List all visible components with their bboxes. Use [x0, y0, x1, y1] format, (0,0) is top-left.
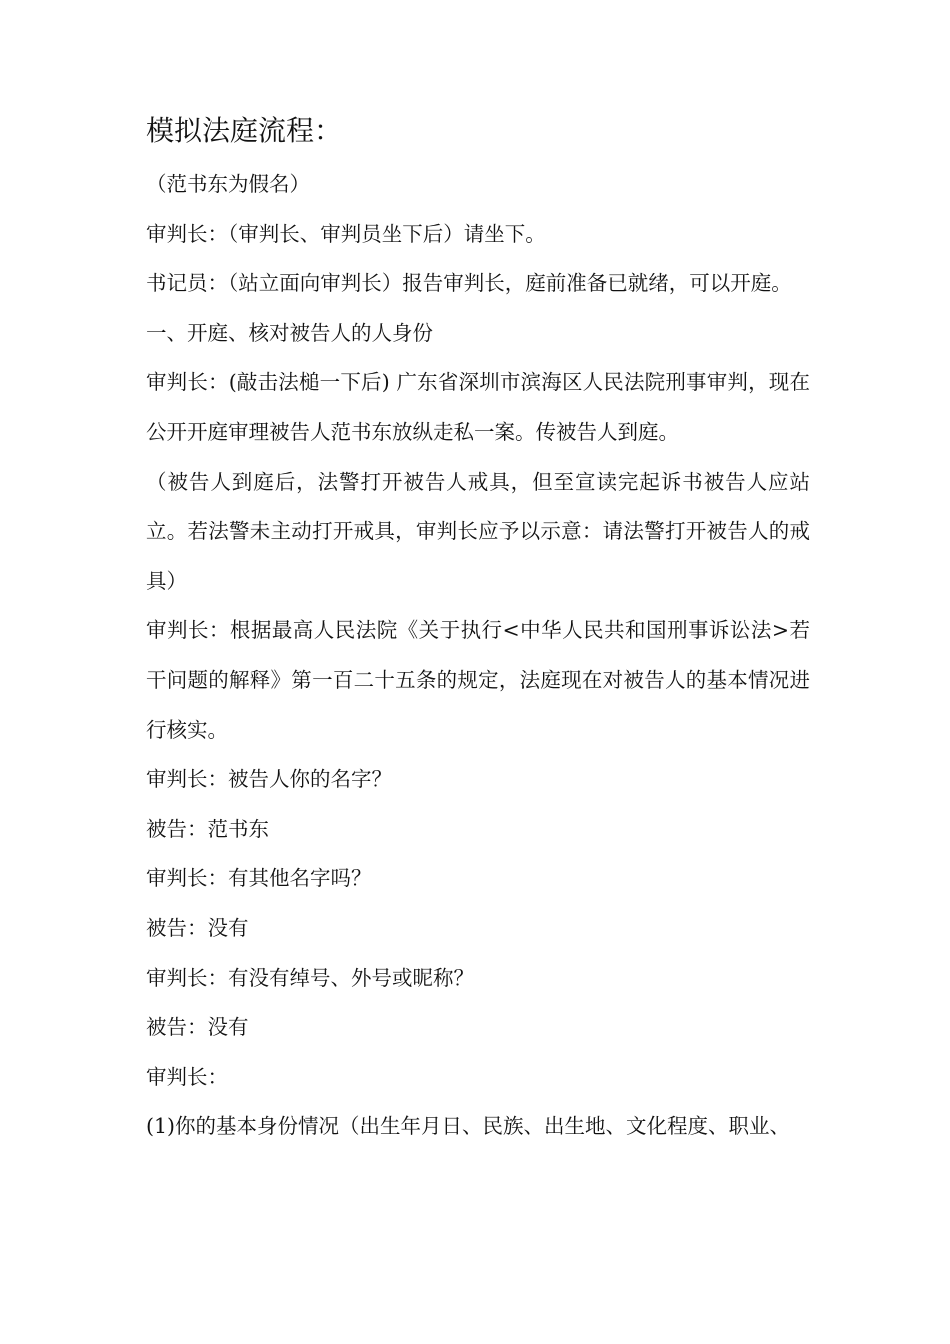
dialogue-line: 审判长：有其他名字吗？ [146, 866, 372, 891]
document-page [146, 104, 810, 1152]
dialogue-line: 被告：没有 [146, 1015, 249, 1040]
dialogue-line: 被告：范书东 [146, 816, 269, 841]
paragraph-court-opening: 审判长：(敲击法槌一下后) 广东省深圳市滨海区人民法院刑事审判，现在公开开庭审理被告人范书东放纵走私一案。传被告人到庭。 [146, 370, 810, 444]
paragraph-presiding-judge-seat: 审判长：（审判长、审判员坐下后）请坐下。 [146, 221, 546, 246]
paragraph-restraints-note: （被告人到庭后，法警打开被告人戒具，但至宣读完起诉书被告人应站立。若法警未主动打开戒具，审判长应予以示意：请法警打开被告人的戒具） [146, 469, 810, 593]
dialogue-line: 审判长： [146, 1064, 228, 1089]
paragraph-identity-question: (1)你的基本身份情况（出生年月日、民族、出生地、文化程度、职业、 [146, 1114, 791, 1139]
paragraph-note-pseudonym: （范书东为假名） [146, 172, 310, 196]
dialogue-line: 审判长：被告人你的名字？ [146, 767, 392, 792]
paragraph-clerk-report: 书记员：（站立面向审判长）报告审判长，庭前准备已就绪，可以开庭。 [146, 271, 792, 296]
document-title: 模拟法庭流程： [146, 114, 343, 147]
dialogue-line: 审判长：有没有绰号、外号或昵称？ [146, 965, 474, 990]
dialogue-line: 被告：没有 [146, 915, 249, 940]
section-heading-opening: 一、开庭、核对被告人的人身份 [146, 320, 433, 345]
paragraph-legal-basis: 审判长：根据最高人民法院《关于执行<中华人民共和国刑事诉讼法>若干问题的解释》第一百二十五条的规定，法庭现在对被告人的基本情况进行核实。 [146, 618, 810, 742]
